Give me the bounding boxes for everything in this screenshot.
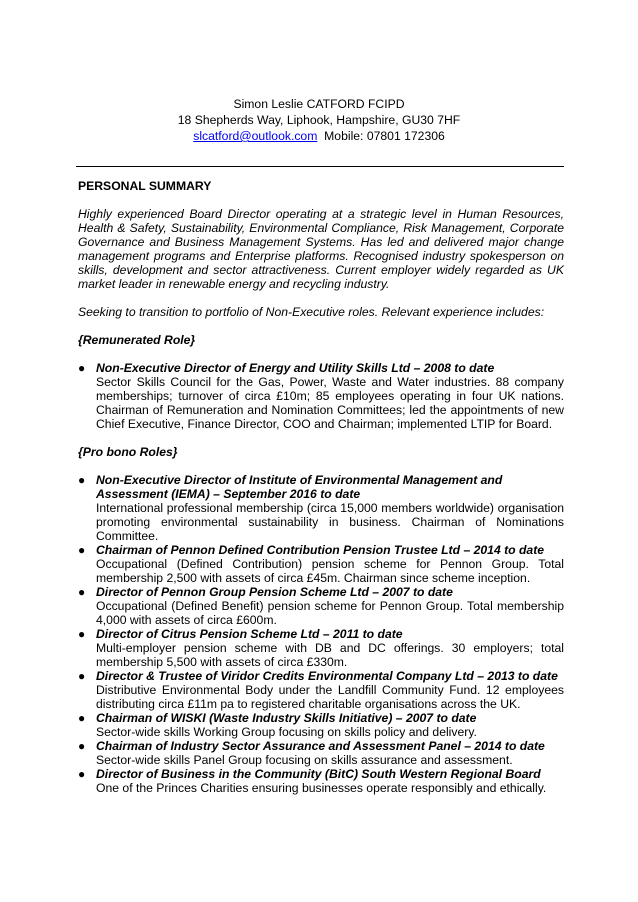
role-title: Non-Executive Director of Institute of Environmental Management and Assessment (IEMA) – September 2016 to date xyxy=(96,473,503,501)
personal-summary-text: Highly experienced Board Director operating at a strategic level in Human Resources, Health & Safety, Sustainability, Environmental Compliance, Risk Management, Corporate Governance and Business Management Systems. Has led and delivered major change management programs and Enterprise platforms. Recognised industry spokesperson on skills, development and sector attractiveness. Current employer widely regarded as UK market leader in renewable energy and recycling industry. xyxy=(78,207,564,291)
pro-bono-roles-heading: {Pro bono Roles} xyxy=(78,445,178,459)
role-title: Director of Pennon Group Pension Scheme Ltd – 2007 to date xyxy=(96,585,453,599)
list-item xyxy=(78,767,564,795)
candidate-name: Simon Leslie CATFORD FCIPD xyxy=(233,97,405,111)
role-title: Director of Citrus Pension Scheme Ltd – 2011 to date xyxy=(96,627,403,641)
contact-line xyxy=(0,128,638,144)
role-description: Occupational (Defined Benefit) pension scheme for Pennon Group. Total membership 4,000 with assets of circa £600m. xyxy=(96,599,564,627)
role-description: One of the Princes Charities ensuring businesses operate responsibly and ethically. xyxy=(96,781,547,795)
mobile-number: Mobile: 07801 172306 xyxy=(324,129,445,143)
bullet-icon: ● xyxy=(78,627,86,641)
bullet-icon: ● xyxy=(78,669,86,683)
list-item xyxy=(78,585,564,627)
role-title: Chairman of Pennon Defined Contribution Pension Trustee Ltd – 2014 to date xyxy=(96,543,545,557)
list-item xyxy=(78,361,564,431)
role-title: Chairman of WISKI (Waste Industry Skills Initiative) – 2007 to date xyxy=(96,711,477,725)
list-item xyxy=(78,627,564,669)
bullet-icon: ● xyxy=(78,711,86,725)
list-item xyxy=(78,473,564,543)
pro-bono-role-list xyxy=(78,473,564,795)
list-item xyxy=(78,669,564,711)
role-title: Director & Trustee of Viridor Credits Environmental Company Ltd – 2013 to date xyxy=(96,669,558,683)
role-description: Distributive Environmental Body under the Landfill Community Fund. 12 employees distributing circa £11m pa to registered charitable organisations across the UK. xyxy=(96,683,564,711)
contact-header xyxy=(0,96,638,144)
role-title: Director of Business in the Community (BitC) South Western Regional Board xyxy=(96,767,541,781)
role-description: Occupational (Defined Contribution) pension scheme for Pennon Group. Total membership 2,500 with assets of circa £45m. Chairman since scheme inception. xyxy=(96,557,564,585)
role-description: Sector Skills Council for the Gas, Power, Waste and Water industries. 88 company memberships; turnover of circa £10m; 85 employees operating in four UK nations. Chairman of Remuneration and Nomination Committees; led the appointments of new Chief Executive, Finance Director, COO and Chairman; implemented LTIP for Board. xyxy=(96,375,564,431)
role-description: International professional membership (circa 15,000 members worldwide) organisation promoting environmental sustainability in business. Chairman of Nominations Committee. xyxy=(96,501,564,543)
bullet-icon: ● xyxy=(78,739,86,753)
cv-body xyxy=(78,179,564,795)
header-divider xyxy=(76,166,564,167)
postal-address: 18 Shepherds Way, Liphook, Hampshire, GU30 7HF xyxy=(177,113,461,127)
list-item xyxy=(78,739,564,767)
bullet-icon: ● xyxy=(78,543,86,557)
bullet-icon: ● xyxy=(78,473,86,487)
bullet-icon: ● xyxy=(78,585,86,599)
role-description: Multi-employer pension scheme with DB and DC offerings. 30 employers; total membership 5,500 with assets of circa £330m. xyxy=(96,641,564,669)
role-description: Sector-wide skills Working Group focusing on skills policy and delivery. xyxy=(96,725,477,739)
list-item xyxy=(78,711,564,739)
seeking-statement: Seeking to transition to portfolio of Non-Executive roles. Relevant experience includes: xyxy=(78,305,545,319)
role-title: Chairman of Industry Sector Assurance and Assessment Panel – 2014 to date xyxy=(96,739,545,753)
email-link[interactable]: slcatford@outlook.com xyxy=(193,129,318,143)
bullet-icon: ● xyxy=(78,361,86,375)
role-description: Sector-wide skills Panel Group focusing on skills assurance and assessment. xyxy=(96,753,513,767)
remunerated-role-list xyxy=(78,361,564,431)
personal-summary-heading: PERSONAL SUMMARY xyxy=(78,179,212,193)
role-title: Non-Executive Director of Energy and Utility Skills Ltd – 2008 to date xyxy=(96,361,495,375)
list-item xyxy=(78,543,564,585)
remunerated-role-heading: {Remunerated Role} xyxy=(78,333,196,347)
bullet-icon: ● xyxy=(78,767,86,781)
